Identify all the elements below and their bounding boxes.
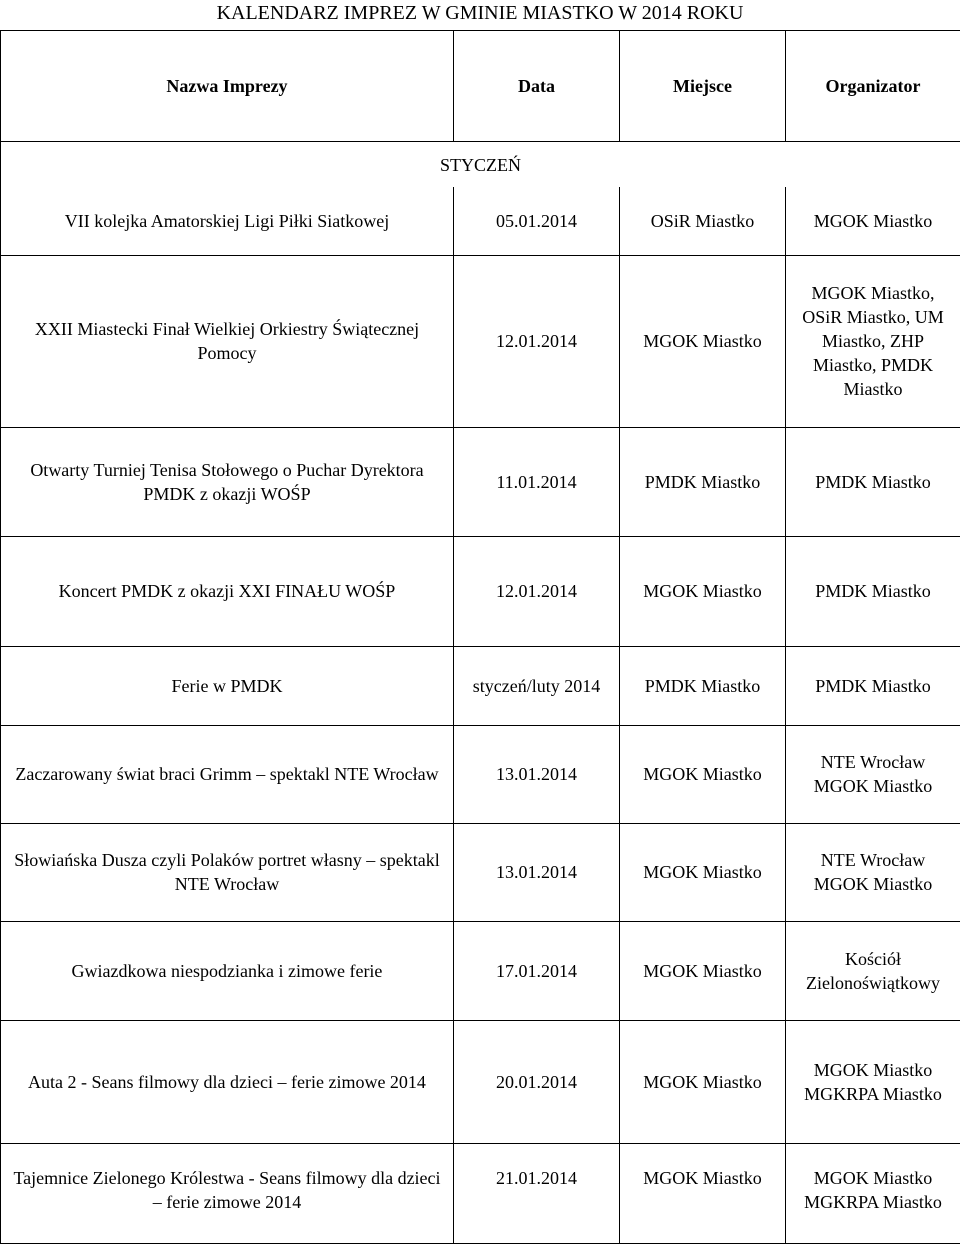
event-date: 13.01.2014 [454,725,620,823]
event-name: VII kolejka Amatorskiej Ligi Piłki Siatkowej [1,187,454,255]
event-place: MGOK Miastko [620,255,786,427]
event-date: 12.01.2014 [454,536,620,646]
event-place: MGOK Miastko [620,823,786,921]
header-date: Data [454,31,620,142]
event-organizer: MGOK Miastko MGKRPA Miastko [786,1143,960,1243]
event-name: Tajemnice Zielonego Królestwa - Seans filmowy dla dzieci – ferie zimowe 2014 [1,1143,454,1243]
event-name: Koncert PMDK z okazji XXI FINAŁU WOŚP [1,536,454,646]
event-organizer: NTE Wrocław MGOK Miastko [786,823,960,921]
event-name: XXII Miastecki Finał Wielkiej Orkiestry Świątecznej Pomocy [1,255,454,427]
event-organizer: MGOK Miastko, OSiR Miastko, UM Miastko, ZHP Miastko, PMDK Miastko [786,255,960,427]
event-name: Zaczarowany świat braci Grimm – spektakl NTE Wrocław [1,725,454,823]
event-name: Otwarty Turniej Tenisa Stołowego o Puchar Dyrektora PMDK z okazji WOŚP [1,427,454,536]
event-date: 05.01.2014 [454,187,620,255]
event-date: styczeń/luty 2014 [454,646,620,725]
event-place: MGOK Miastko [620,1020,786,1143]
event-organizer: MGOK Miastko MGKRPA Miastko [786,1020,960,1143]
event-organizer: PMDK Miastko [786,536,960,646]
table-row [1,1020,960,1143]
event-organizer: NTE Wrocław MGOK Miastko [786,725,960,823]
page-title: KALENDARZ IMPREZ W GMINIE MIASTKO W 2014 ROKU [0,0,960,30]
event-place: MGOK Miastko [620,1143,786,1243]
header-organizer: Organizator [786,31,960,142]
month-label: STYCZEŃ [1,142,960,188]
event-date: 13.01.2014 [454,823,620,921]
table-row [1,823,960,921]
event-place: MGOK Miastko [620,536,786,646]
event-organizer: MGOK Miastko [786,187,960,255]
header-name: Nazwa Imprezy [1,31,454,142]
event-date: 12.01.2014 [454,255,620,427]
event-date: 11.01.2014 [454,427,620,536]
header-row [1,31,960,142]
table-row [1,427,960,536]
event-organizer: Kościół Zielonoświątkowy [786,921,960,1020]
event-name: Słowiańska Dusza czyli Polaków portret własny – spektakl NTE Wrocław [1,823,454,921]
events-table [0,30,960,1244]
month-row [1,142,960,188]
table-row [1,921,960,1020]
header-place: Miejsce [620,31,786,142]
event-place: MGOK Miastko [620,725,786,823]
event-date: 21.01.2014 [454,1143,620,1243]
event-name: Ferie w PMDK [1,646,454,725]
table-row [1,536,960,646]
table-row [1,646,960,725]
table-row [1,187,960,255]
table-row [1,255,960,427]
event-date: 20.01.2014 [454,1020,620,1143]
event-name: Auta 2 - Seans filmowy dla dzieci – ferie zimowe 2014 [1,1020,454,1143]
event-name: Gwiazdkowa niespodzianka i zimowe ferie [1,921,454,1020]
table-row [1,1143,960,1243]
event-place: OSiR Miastko [620,187,786,255]
event-organizer: PMDK Miastko [786,427,960,536]
event-organizer: PMDK Miastko [786,646,960,725]
event-place: PMDK Miastko [620,427,786,536]
event-date: 17.01.2014 [454,921,620,1020]
event-place: MGOK Miastko [620,921,786,1020]
table-row [1,725,960,823]
event-place: PMDK Miastko [620,646,786,725]
